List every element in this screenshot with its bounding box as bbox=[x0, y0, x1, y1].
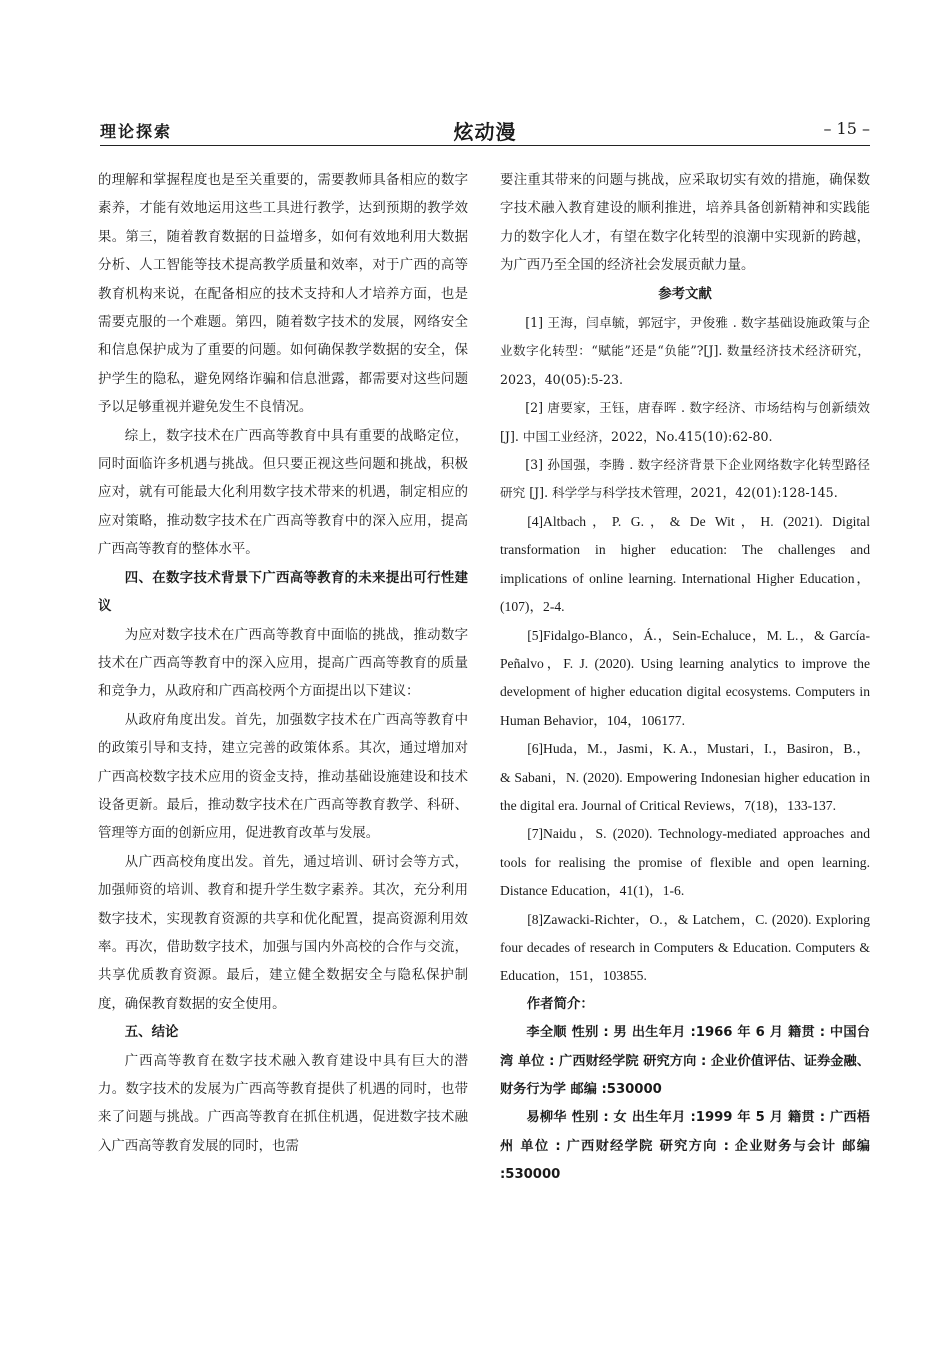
section-heading: 四、在数字技术背景下广西高等教育的未来提出可行性建议 bbox=[98, 570, 468, 615]
reference-item: [5]Fidalgo-Blanco，Á.，Sein-Echaluce，M. L.，& García-Peñalvo，F. J. (2020). Using learning analytics to improve the development of higher education digital ecosystems. Computers in Human Behavior，104，106177. bbox=[500, 627, 870, 728]
section-label: 理论探索 bbox=[100, 122, 173, 141]
reference-item: [4]Altbach，P. G.，& De Wit，H. (2021). Digital transformation in higher education: The challenges and implications of online learning. International Higher Education，(107)，2-4. bbox=[500, 513, 870, 615]
body-paragraph: 的理解和掌握程度也是至关重要的，需要教师具备相应的数字素养，才能有效地运用这些工具进行教学，达到预期的教学效果。第三，随着教育数据的日益增多，如何有效地利用大数据分析、人工智能等技术提高教学质量和效率，对于广西的高等教育机构来说，在配备相应的技术支持和人才培养方面，也是需要克服的一个难题。第四，随着数字技术的发展，网络安全和信息保护成为了重要的问题。如何确保教学数据的安全，保护学生的隐私，避免网络诈骗和信息泄露，都需要对这些问题予以足够重视并避免发生不良情况。 bbox=[98, 173, 468, 416]
page-header bbox=[100, 116, 870, 144]
header-rule bbox=[100, 145, 870, 146]
reference-item: [7]Naidu，S. (2020). Technology-mediated approaches and tools for realising the promise of flexible and open learning. Distance Education，41(1)，1-6. bbox=[500, 826, 870, 899]
author-bio: 李全顺 性别 : 男 出生年月 :1966 年 6 月 籍贯 : 中国台湾 单位 : 广西财经学院 研究方向 : 企业价值评估、证券金融、财务行为学 邮编 :530000 bbox=[500, 1025, 870, 1097]
body-paragraph: 广西高等教育在数字技术融入教育建设中具有巨大的潜力。数字技术的发展为广西高等教育提供了机遇的同时，也带来了问题与挑战。广西高等教育在抓住机遇，促进数字技术融入广西高等教育发展的同时，也需 bbox=[98, 1053, 468, 1154]
authors-title: 作者简介： bbox=[526, 996, 594, 1012]
body-paragraph: 要注重其带来的问题与挑战，应采取切实有效的措施，确保数字技术融入教育建设的顺利推进，培养具备创新精神和实践能力的数字化人才，有望在数字化转型的浪潮中实现新的跨越，为广西乃至全国的经济社会发展贡献力量。 bbox=[500, 173, 870, 274]
body-paragraph: 从政府角度出发。首先，加强数字技术在广西高等教育中的政策引导和支持，建立完善的政策体系。其次，通过增加对广西高校数字技术应用的资金支持，推动基础设施建设和技术设备更新。最后，推动数字技术在广西高等教育教学、科研、管理等方面的创新应用，促进教育改革与发展。 bbox=[98, 712, 468, 842]
section-heading: 五、结论 bbox=[124, 1025, 179, 1041]
references-title: 参考文献 bbox=[658, 286, 712, 302]
journal-title: 炫动漫 bbox=[453, 120, 517, 144]
reference-item: [3] 孙国强，李腾 . 数字经济背景下企业网络数字化转型路径研究 [J]. 科学学与科学技术管理，2021，42(01):128-145. bbox=[500, 457, 870, 501]
page-number: – 15 – bbox=[823, 119, 870, 138]
reference-item: [2] 唐要家，王钰，唐春晖 . 数字经济、市场结构与创新绩效 [J]. 中国工业经济，2022，No.415(10):62-80. bbox=[500, 400, 870, 444]
author-bio: 易柳华 性别 : 女 出生年月 :1999 年 5 月 籍贯 : 广西梧州 单位 : 广西财经学院 研究方向 : 企业财务与会计 邮编 :530000 bbox=[500, 1110, 870, 1183]
reference-item: [1] 王海，闫卓毓，郭冠宇，尹俊雅 . 数字基础设施政策与企业数字化转型：“赋能”还是“负能”?[J]. 数量经济技术经济研究，2023，40(05):5-23. bbox=[500, 315, 870, 387]
right-column bbox=[500, 167, 870, 1190]
body-paragraph: 从广西高校角度出发。首先，通过培训、研讨会等方式，加强师资的培训、教育和提升学生数字素养。其次，充分利用数字技术，实现教育资源的共享和优化配置，提高资源利用效率。再次，借助数字技术，加强与国内外高校的合作与交流，共享优质教育资源。最后，建立健全数据安全与隐私保护制度，确保教育数据的安全使用。 bbox=[98, 854, 468, 1012]
body-paragraph: 为应对数字技术在广西高等教育中面临的挑战，推动数字技术在广西高等教育中的深入应用，提高广西高等教育的质量和竞争力，从政府和广西高校两个方面提出以下建议： bbox=[98, 627, 468, 700]
left-column bbox=[98, 167, 468, 1161]
reference-item: [6]Huda，M.，Jasmi，K. A.，Mustari，I.，Basiron，B.，& Sabani，N. (2020). Empowering Indonesian higher education in the digital era. Journal of Critical Reviews，7(18)，133-137. bbox=[500, 741, 870, 813]
body-paragraph: 综上，数字技术在广西高等教育中具有重要的战略定位，同时面临许多机遇与挑战。但只要正视这些问题和挑战，积极应对，就有可能最大化利用数字技术带来的机遇，制定相应的应对策略，推动数字技术在广西高等教育中的深入应用，提高广西高等教育的整体水平。 bbox=[98, 428, 468, 558]
reference-item: [8]Zawacki-Richter，O.，& Latchem，C. (2020). Exploring four decades of research in Computers & Education. Computers & Education，151，103855. bbox=[500, 911, 870, 984]
